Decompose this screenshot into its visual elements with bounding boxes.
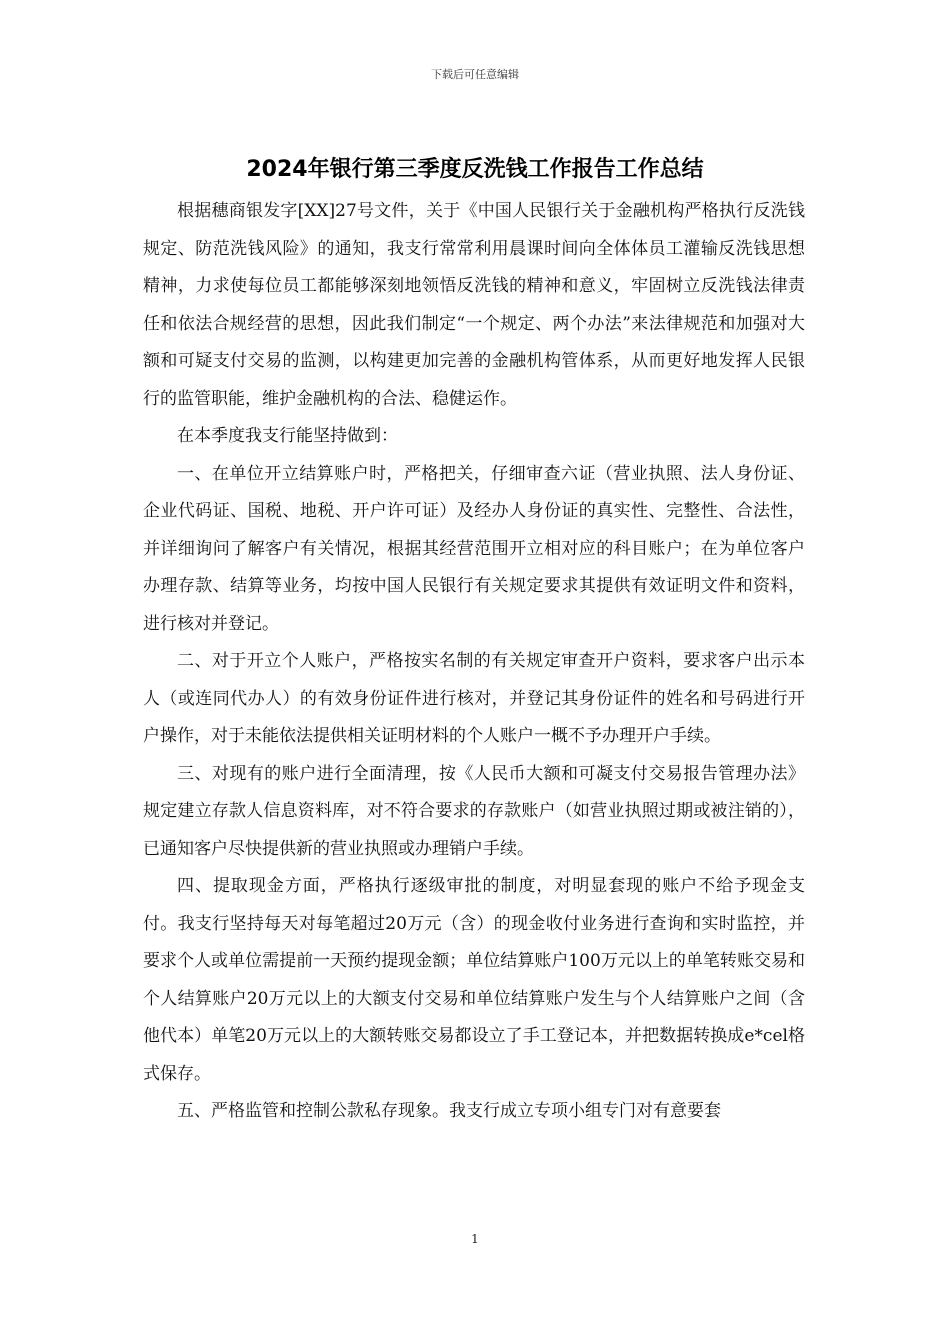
paragraph-item-5: 五、严格监管和控制公款私存现象。我支行成立专项小组专门对有意要套 — [177, 1101, 721, 1121]
page-number: 1 — [471, 1232, 479, 1246]
paragraph-item-4: 四、提取现金方面，严格执行逐级审批的制度，对明显套现的账户不给予现金支付。我支行坚持每天对每笔超过20万元（含）的现金收付业务进行查询和实时监控，并要求个人或单位需提前一天预约提现金额；单位结算账户100万元以上的单笔转账交易和个人结算账户20万元以上的大额支付交易和单位结算账户发生与个人结算账户之间（含他代本）单笔20万元以上的大额转账交易都设立了手工登记本，并把数据转换成e*cel格式保存。 — [143, 876, 805, 1084]
document-body — [143, 193, 805, 1131]
paragraph-item-3: 三、对现有的账户进行全面清理，按《人民币大额和可凝支付交易报告管理办法》规定建立存款人信息资料库，对不符合要求的存款账户（如营业执照过期或被注销的），已通知客户尽快提供新的营业执照或办理销户手续。 — [143, 763, 805, 859]
paragraph-item-2: 二、对于开立个人账户，严格按实名制的有关规定审查开户资料，要求客户出示本人（或连同代办人）的有效身份证件进行核对，并登记其身份证件的姓名和号码进行开户操作，对于未能依法提供相关证明材料的个人账户一概不予办理开户手续。 — [143, 651, 805, 746]
paragraph-intro: 根据穗商银发字[XX]27号文件，关于《中国人民银行关于金融机构严格执行反洗钱规定、防范洗钱风险》的通知，我支行常常利用晨课时间向全体体员工灌输反洗钱思想精神，力求使每位员工都能够深刻地领悟反洗钱的精神和意义，牢固树立反洗钱法律责任和依法合规经营的思想，因此我们制定“一个规定、两个办法”来法律规范和加强对大额和可疑支付交易的监测，以构建更加完善的金融机构管体系，从而更好地发挥人民银行的监管职能，维护金融机构的合法、稳健运作。 — [143, 201, 805, 409]
document-title: 2024年银行第三季度反洗钱工作报告工作总结 — [246, 157, 704, 182]
paragraph-item-1: 一、在单位开立结算账户时，严格把关，仔细审查六证（营业执照、法人身份证、企业代码证、国税、地税、开户许可证）及经办人身份证的真实性、完整性、合法性，并详细询问了解客户有关情况，根据其经营范围开立相对应的科目账户；在为单位客户办理存款、结算等业务，均按中国人民银行有关规定要求其提供有效证明文件和资料，进行核对并登记。 — [143, 463, 805, 634]
paragraph-quarter-summary: 在本季度我支行能坚持做到： — [177, 426, 398, 446]
page-header-note: 下载后可任意编辑 — [431, 68, 519, 81]
